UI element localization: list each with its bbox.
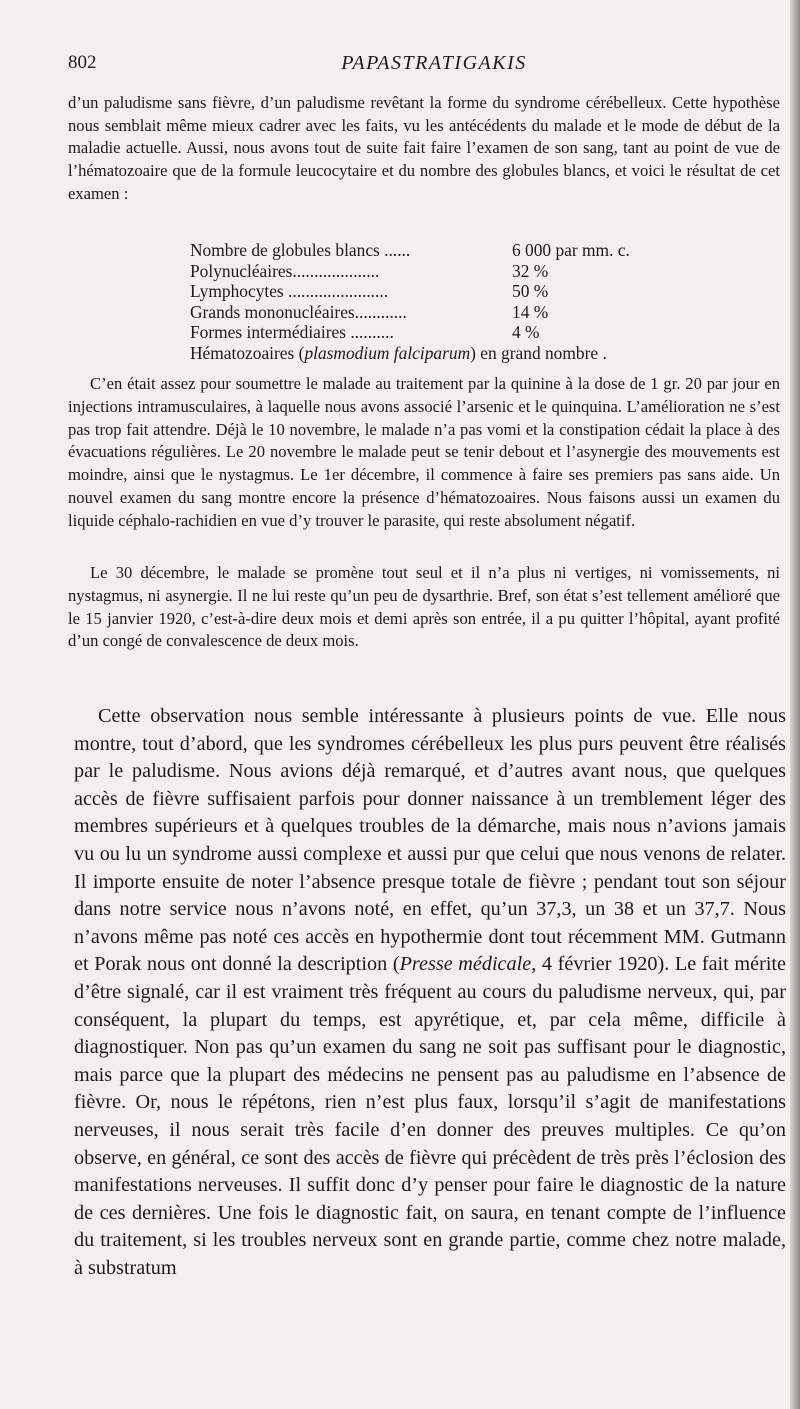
result-row: [190, 240, 750, 261]
result-row: [190, 322, 750, 343]
paragraph-4-text-a: Cette observation nous semble intéressante à plusieurs points de vue. Elle nous montre, tout d’abord, que les syndromes cérébelleux les plus purs peuvent être réalisés par le paludisme. Nous avions déjà remarqué, et d’autres avant nous, que quelques accès de fièvre suffisaient parfois pour donner naissance à un tremblement léger des membres supérieurs et à quelques troubles de la démarche, mais nous n’avions jamais vu ou lu un syndrome aussi complexe et aussi pur que celui que nous venons de relater. Il importe ensuite de noter l’absence presque totale de fièvre ; pendant tout son séjour dans notre service nous n’avons noté, en effet, qu’un 37,3, un 38 et un 37,7. Nous n’avons même pas noté ces accès en hypothermie dont tout récemment MM. Gutmann et Porak nous ont donné la description (: [74, 705, 786, 976]
result-label: Nombre de globules blancs ......: [190, 240, 411, 260]
result-row: [190, 302, 750, 323]
paragraph-4-text-b: , 4 février 1920). Le fait mérite d’être signalé, car il est vraiment très fréquent au cours du paludisme nerveux, qui, par conséquent, la plupart du temps, est apyrétique, et, par cela même, difficile à diagnostiquer. Non pas qu’un examen du sang ne soit pas suffisant pour le diagnostic, mais parce que la plupart des médecins ne pensent pas au paludisme en l’absence de fièvre. Or, nous le répétons, rien n’est plus faux, lorsqu’il s’agit de manifestations nerveuses, il nous serait très facile d’en donner des preuves multiples. Ce qu’on observe, en général, ce sont des accès de fièvre qui précèdent de très près l’éclosion des manifestations nerveuses. Il suffit donc d’y penser pour faire le diagnostic de la nature de ces dernières. Une fois le diagnostic fait, on saura, en tenant compte de l’influence du traitement, si les troubles nerveux sont en grande partie, comme chez notre malade, à substratum: [74, 953, 786, 1279]
paragraph-2: [68, 373, 780, 533]
result-label: Polynucléaires....................: [190, 260, 380, 281]
result-value: 4 %: [512, 322, 540, 342]
result-value: 32 %: [512, 260, 549, 281]
result-value: 6 000 par mm. c.: [512, 240, 630, 260]
result-label: Grands mononucléaires............: [190, 301, 407, 322]
journal-citation: Presse médicale: [399, 953, 532, 976]
paragraph-2-text: C’en était assez pour soumettre le malade au traitement par la quinine à la dose de 1 gr. 20 par jour en injections intramusculaires, à laquelle nous avons associé l’arsenic et le quinquina. L’amélioration ne s’est pas trop fait attendre. Déjà le 10 novembre, le malade n’a pas vomi et la constipation cédait la place à des évacuations régulières. Le 20 novembre le malade peut se tenir debout et l’asynergie des mouvements est moindre, ainsi que le nystagmus. Le 1er décembre, il commence à faire ses premiers pas sans aide. Un nouvel examen du sang montre encore la présence d’hématozoaires. Nous faisons aussi un examen du liquide céphalo-rachidien en vue d’y trouver le parasite, qui reste absolument négatif.: [68, 374, 780, 530]
paragraph-4: [74, 703, 786, 1282]
result-label: Formes intermédiaires ..........: [190, 322, 394, 342]
blood-exam-results: [190, 240, 750, 363]
page-header: [68, 52, 780, 78]
page-number: 802: [68, 52, 97, 73]
hematozoaires-line: [190, 343, 750, 364]
hematozoaires-suffix: ) en grand nombre .: [470, 342, 607, 363]
hematozoaires-prefix: Hématozoaires (: [190, 342, 305, 363]
result-row: [190, 281, 750, 302]
paragraph-3: Le 30 décembre, le malade se promène tout seul et il n’a plus ni vertiges, ni vomissements, ni nystagmus, ni asynergie. Il ne lui reste qu’un peu de dysarthrie. Bref, son état s’est tellement amélioré que le 15 janvier 1920, c’est-à-dire deux mois et demi après son entrée, il a pu quitter l’hôpital, ayant profité d’un congé de convalescence de deux mois.: [68, 563, 780, 651]
parasite-name: plasmodium falciparum: [304, 342, 471, 363]
result-value: 50 %: [512, 281, 549, 301]
paragraph-1: d’un paludisme sans fièvre, d’un paludisme revêtant la forme du syndrome cérébelleux. Cette hypothèse nous semblait même mieux cadrer avec les faits, vu les antécédents du malade et le mode de début de la maladie actuelle. Aussi, nous avons tout de suite fait faire l’examen de son sang, tant au point de vue de l’hématozoaire que de la formule leucocytaire et du nombre des globules blancs, et voici le résultat de cet examen :: [68, 93, 780, 203]
running-title: PAPASTRATIGAKIS: [341, 52, 527, 74]
result-value: 14 %: [512, 301, 549, 322]
result-row: [190, 261, 750, 282]
page-edge: [790, 0, 800, 1409]
result-label: Lymphocytes .......................: [190, 281, 389, 301]
